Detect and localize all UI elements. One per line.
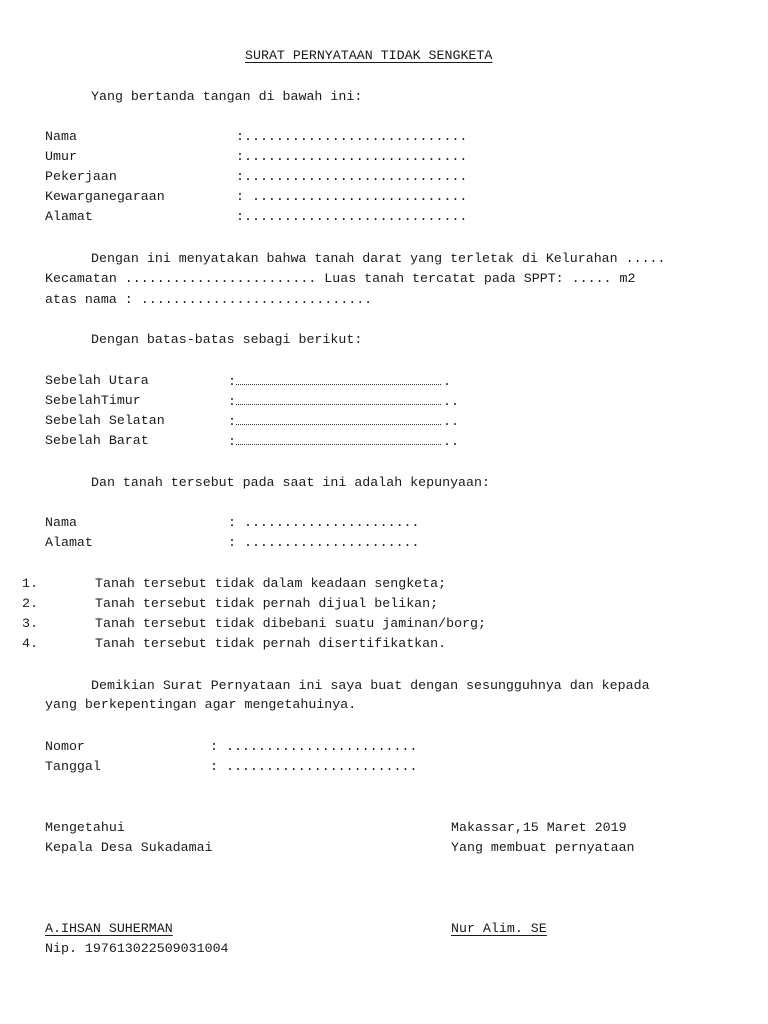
declaration-number: 1.	[22, 576, 38, 591]
reference-label-date: Tanggal	[45, 759, 101, 774]
boundary-label-east: SebelahTimur	[45, 393, 141, 408]
owner-label-address: Alamat	[45, 535, 93, 550]
boundaries-intro: Dengan batas-batas sebagi berikut:	[91, 332, 363, 347]
ownership-intro: Dan tanah tersebut pada saat ini adalah kepunyaan:	[91, 475, 490, 490]
reference-label-number: Nomor	[45, 739, 85, 754]
reference-value-date: : ........................	[210, 759, 418, 774]
statement-line-3: atas nama : .............................	[45, 292, 373, 307]
boundary-label-west: Sebelah Barat	[45, 433, 149, 448]
identity-label-occupation: Pekerjaan	[45, 169, 117, 184]
closing-line-1: Demikian Surat Pernyataan ini saya buat dengan sesungguhnya dan kepada	[91, 678, 650, 693]
owner-value-address: : ......................	[228, 535, 420, 550]
declaration-number: 4.	[22, 636, 38, 651]
reference-value-number: : ........................	[210, 739, 418, 754]
place-date: Makassar,15 Maret 2019	[451, 820, 627, 835]
identity-label-age: Umur	[45, 149, 77, 164]
boundary-value-south: : ..	[228, 414, 459, 429]
declaration-text: Tanah tersebut tidak pernah dijual belikan;	[95, 596, 439, 611]
document-title: SURAT PERNYATAAN TIDAK SENGKETA	[245, 48, 493, 63]
statement-line-2: Kecamatan ........................ Luas tanah tercatat pada SPPT: ..... m2	[45, 271, 636, 286]
identity-value-age: :............................	[236, 149, 468, 164]
declarant-role: Yang membuat pernyataan	[451, 840, 635, 855]
identity-value-name: :............................	[236, 129, 468, 144]
identity-label-name: Nama	[45, 129, 77, 144]
acknowledged-label: Mengetahui	[45, 820, 125, 835]
statement-line-1: Dengan ini menyatakan bahwa tanah darat yang terletak di Kelurahan .....	[91, 251, 666, 266]
identity-value-citizenship: : ...........................	[236, 189, 468, 204]
boundary-label-south: Sebelah Selatan	[45, 413, 165, 428]
declarant-name: Nur Alim. SE	[451, 921, 547, 936]
intro-text: Yang bertanda tangan di bawah ini:	[91, 89, 363, 104]
identity-label-address: Alamat	[45, 209, 93, 224]
identity-value-address: :............................	[236, 209, 468, 224]
closing-line-2: yang berkepentingan agar mengetahuinya.	[45, 697, 357, 712]
boundary-label-north: Sebelah Utara	[45, 373, 149, 388]
village-head-nip: Nip. 197613022509031004	[45, 941, 229, 956]
identity-label-citizenship: Kewarganegaraan	[45, 189, 165, 204]
boundary-value-west: : ..	[228, 434, 459, 449]
declaration-text: Tanah tersebut tidak dalam keadaan sengketa;	[95, 576, 447, 591]
declaration-text: Tanah tersebut tidak pernah disertifikatkan.	[95, 636, 447, 651]
identity-value-occupation: :............................	[236, 169, 468, 184]
village-head-title: Kepala Desa Sukadamai	[45, 840, 213, 855]
boundary-value-north: : .	[228, 374, 451, 389]
owner-label-name: Nama	[45, 515, 77, 530]
boundary-value-east: : ..	[228, 394, 459, 409]
village-head-name: A.IHSAN SUHERMAN	[45, 921, 173, 936]
declaration-number: 3.	[22, 616, 38, 631]
declaration-text: Tanah tersebut tidak dibebani suatu jaminan/borg;	[95, 616, 486, 631]
declaration-number: 2.	[22, 596, 38, 611]
owner-value-name: : ......................	[228, 515, 420, 530]
